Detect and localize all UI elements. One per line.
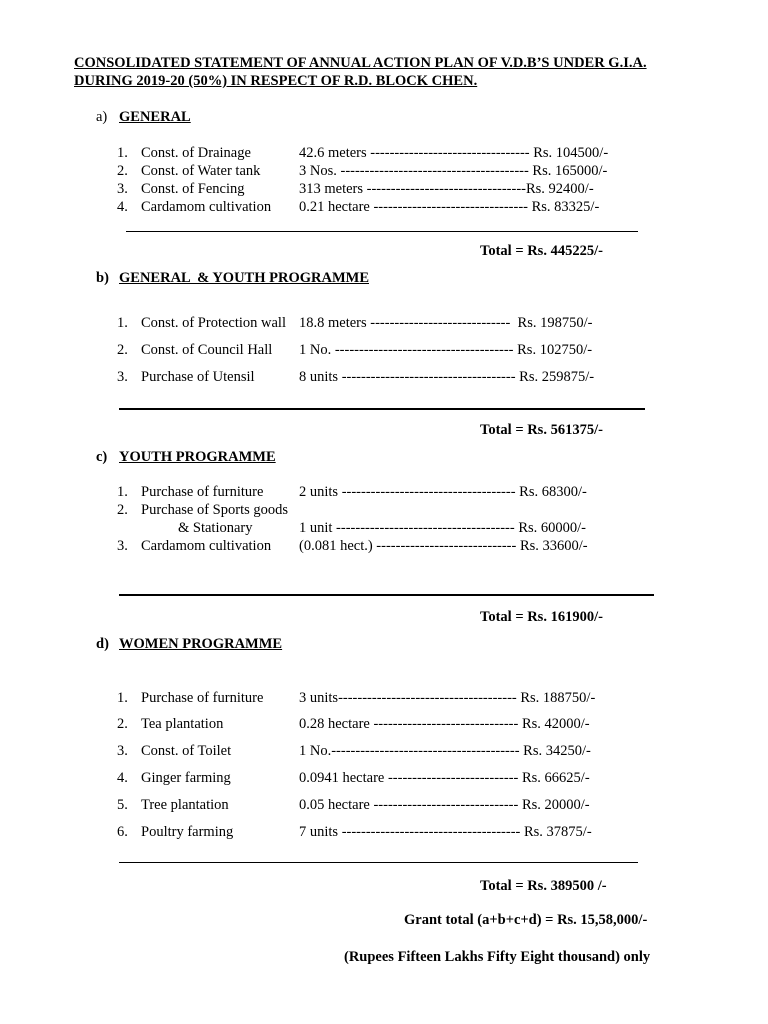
item-detail: 0.28 hectare ------------------------------ Rs. 42000/- [299,716,590,732]
item-number: 3. [117,538,128,554]
item-detail: 313 meters ---------------------------------Rs. 92400/- [299,181,594,197]
section-d-divider [119,862,638,863]
item-number: 4. [117,199,128,215]
section-b-total: Total = Rs. 561375/- [480,422,603,438]
item-name: Cardamom cultivation [141,538,272,554]
document-title [74,54,700,90]
item-number: 2. [117,163,128,179]
item-detail: (0.081 hect.) ----------------------------- Rs. 33600/- [299,538,588,554]
item-detail: 1 No. ------------------------------------- Rs. 102750/- [299,342,593,358]
item-detail: 7 units ------------------------------------- Rs. 37875/- [299,824,592,840]
item-name: Purchase of furniture [141,690,264,706]
item-name: Const. of Drainage [141,145,251,161]
item-name: Purchase of Utensil [141,369,255,385]
item-number: 2. [117,716,128,732]
section-c-title: YOUTH PROGRAMME [119,449,276,465]
amount-in-words: (Rupees Fifteen Lakhs Fifty Eight thousand) only [344,949,651,965]
item-name: Purchase of Sports goods [141,502,289,518]
item-detail: 1 No.--------------------------------------- Rs. 34250/- [299,743,591,759]
item-detail: 18.8 meters ----------------------------- Rs. 198750/- [299,315,593,331]
section-b-divider [119,408,645,410]
item-number: 1. [117,690,128,706]
item-number: 1. [117,315,128,331]
section-b-title: GENERAL & YOUTH PROGRAMME [119,270,369,286]
item-number: 1. [117,145,128,161]
item-number: 2. [117,342,128,358]
section-a-total: Total = Rs. 445225/- [480,243,603,259]
item-detail: 0.0941 hectare --------------------------- Rs. 66625/- [299,770,590,786]
item-name: Const. of Protection wall [141,315,286,331]
grand-total: Grant total (a+b+c+d) = Rs. 15,58,000/- [404,912,648,928]
item-number: 3. [117,181,128,197]
section-c-letter: c) [96,449,108,465]
item-name: Const. of Fencing [141,181,245,197]
title-line-2: DURING 2019-20 (50%) IN RESPECT OF R.D. BLOCK CHEN. [74,73,478,89]
section-c-total: Total = Rs. 161900/- [480,609,603,625]
item-detail: 2 units ------------------------------------ Rs. 68300/- [299,484,587,500]
item-name: Cardamom cultivation [141,199,272,215]
section-d-total: Total = Rs. 389500 /- [480,878,607,894]
item-name: Poultry farming [141,824,234,840]
section-d-letter: d) [96,636,109,652]
item-number: 4. [117,770,128,786]
item-name: Tree plantation [141,797,229,813]
item-number: 3. [117,369,128,385]
section-a-letter: a) [96,109,108,125]
item-number: 5. [117,797,128,813]
item-detail: 0.21 hectare -------------------------------- Rs. 83325/- [299,199,600,215]
section-b-letter: b) [96,270,109,286]
item-name: Const. of Council Hall [141,342,273,358]
item-detail: 42.6 meters --------------------------------- Rs. 104500/- [299,145,609,161]
section-d-title: WOMEN PROGRAMME [119,636,283,652]
section-c-divider [119,594,654,596]
item-name: Const. of Toilet [141,743,232,759]
item-number: 6. [117,824,128,840]
title-line-1: CONSOLIDATED STATEMENT OF ANNUAL ACTION PLAN OF V.D.B’S UNDER G.I.A. [74,55,647,71]
item-detail: 1 unit ------------------------------------- Rs. 60000/- [299,520,587,536]
item-detail: 3 Nos. --------------------------------------- Rs. 165000/- [299,163,608,179]
section-a-divider [126,231,638,232]
item-number: 3. [117,743,128,759]
section-a-title: GENERAL [119,109,191,125]
item-detail: 8 units ------------------------------------ Rs. 259875/- [299,369,595,385]
item-name: Ginger farming [141,770,231,786]
item-name: Purchase of furniture [141,484,264,500]
item-name: Tea plantation [141,716,224,732]
item-detail: 0.05 hectare ------------------------------ Rs. 20000/- [299,797,590,813]
item-name: Const. of Water tank [141,163,261,179]
item-name-continued: & Stationary [178,520,253,536]
item-detail: 3 units------------------------------------- Rs. 188750/- [299,690,596,706]
item-number: 2. [117,502,128,518]
item-number: 1. [117,484,128,500]
